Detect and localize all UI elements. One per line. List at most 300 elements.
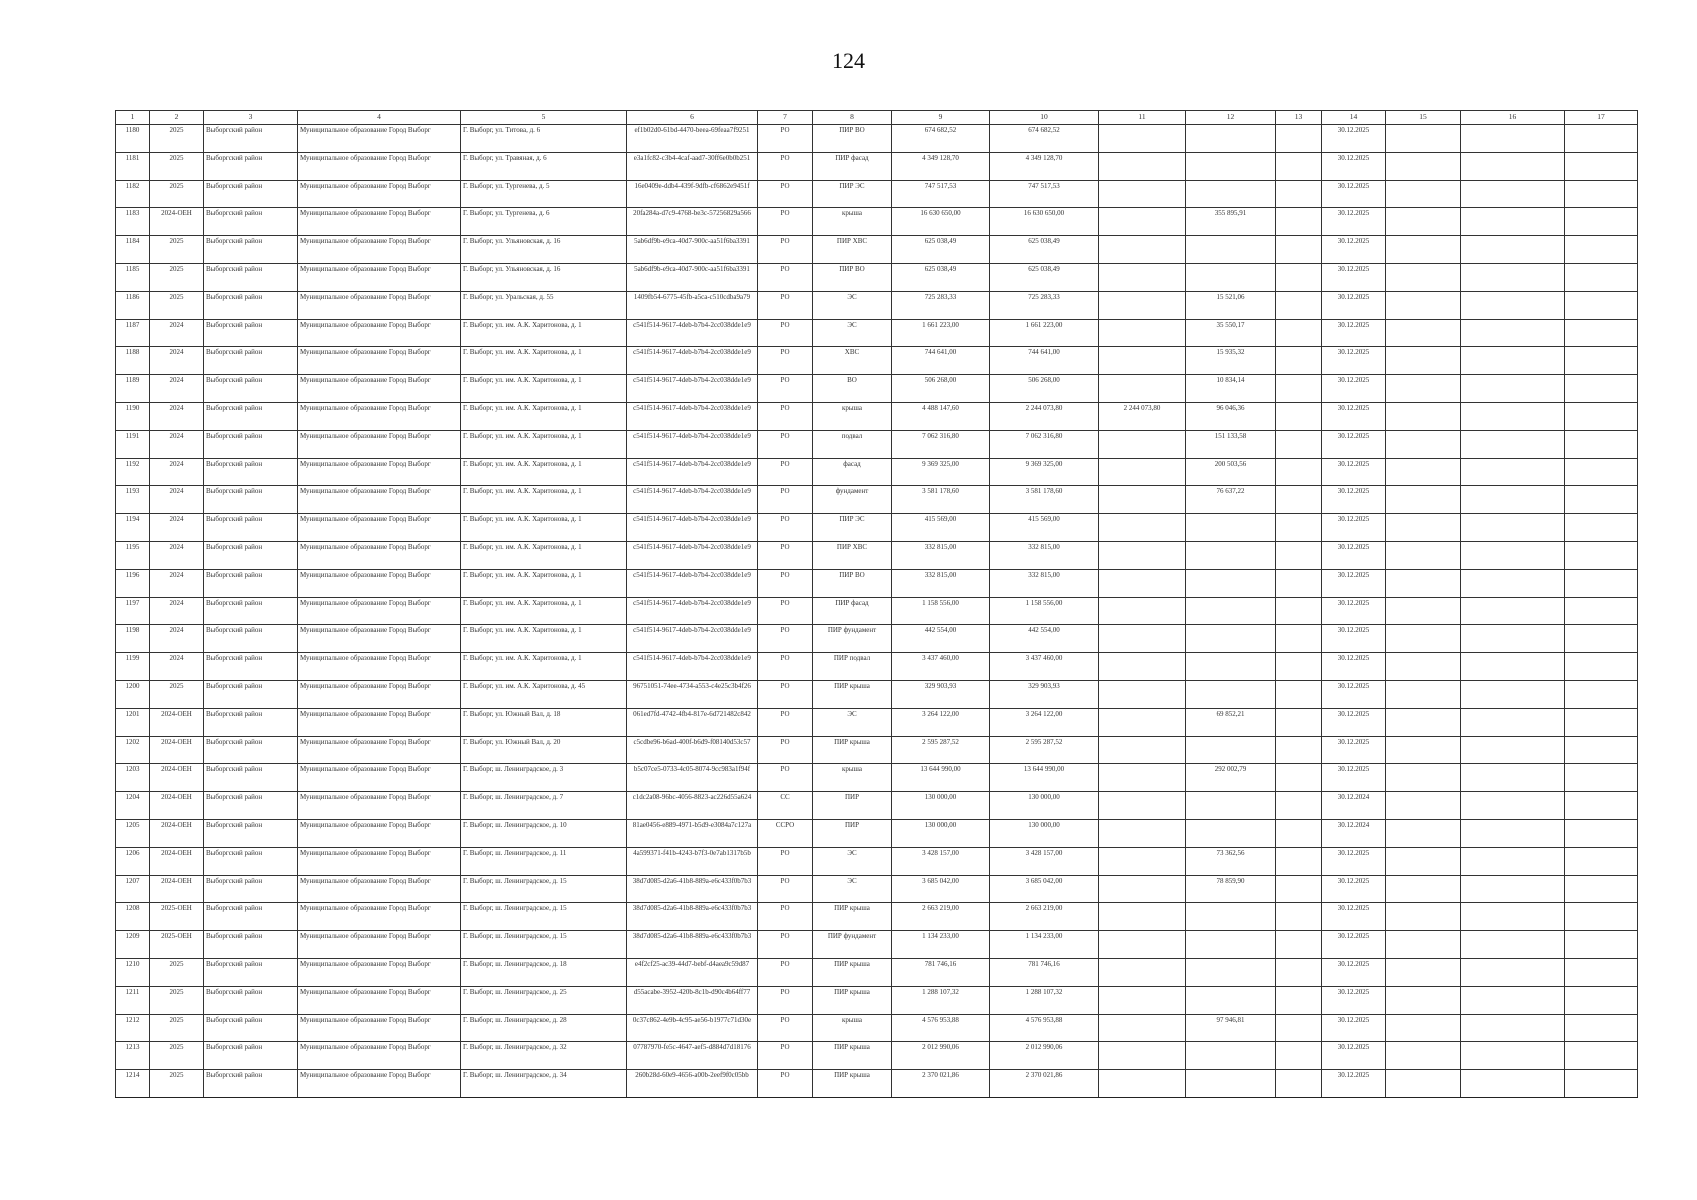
cell-cost-source-a: 1 158 556,00 [990, 597, 1099, 625]
cell-fund-type: РО [758, 152, 813, 180]
cell-house-guid: c541f514-9617-4deb-b7b4-2cc038dde1e9 [627, 569, 758, 597]
cell-total-cost: 674 682,52 [892, 125, 990, 153]
cell-address: Г. Выборг, ул. им. А.К. Харитонова, д. 1 [461, 402, 627, 430]
cell-year: 2024-ОЕН [150, 847, 204, 875]
cell-col-13 [1276, 680, 1322, 708]
cell-col-16 [1461, 764, 1565, 792]
cell-fund-type: РО [758, 208, 813, 236]
cell-cost-source-a: 781 746,16 [990, 958, 1099, 986]
cell-cost-source-b [1099, 958, 1186, 986]
cell-district: Выборгский район [204, 597, 298, 625]
cell-col-17 [1565, 986, 1638, 1014]
cell-cost-source-b [1099, 1042, 1186, 1070]
cell-col-15 [1386, 1014, 1461, 1042]
cell-cost-source-c [1186, 958, 1276, 986]
cell-cost-source-c: 78 859,90 [1186, 875, 1276, 903]
cell-district: Выборгский район [204, 430, 298, 458]
cell-total-cost: 625 038,49 [892, 263, 990, 291]
cell-total-cost: 747 517,53 [892, 180, 990, 208]
cell-work-type: ПИР ХВС [813, 541, 892, 569]
cell-total-cost: 506 268,00 [892, 375, 990, 403]
cell-col-17 [1565, 680, 1638, 708]
cell-house-guid: c541f514-9617-4deb-b7b4-2cc038dde1e9 [627, 653, 758, 681]
cell-house-guid: e4f2cf25-ac39-44d7-bebf-d4aea9c59d87 [627, 958, 758, 986]
cell-work-type: ЭС [813, 291, 892, 319]
cell-address: Г. Выборг, ш. Ленинградское, д. 18 [461, 958, 627, 986]
cell-col-13 [1276, 347, 1322, 375]
cell-cost-source-b [1099, 180, 1186, 208]
cell-municipality: Муниципальное образование Город Выборг [298, 208, 461, 236]
cell-work-type: ПИР подвал [813, 653, 892, 681]
cell-fund-type: РО [758, 291, 813, 319]
cell-row-number: 1203 [116, 764, 150, 792]
cell-deadline: 30.12.2025 [1322, 653, 1386, 681]
cell-address: Г. Выборг, ш. Ленинградское, д. 7 [461, 792, 627, 820]
cell-deadline: 30.12.2025 [1322, 903, 1386, 931]
table-row [116, 347, 1638, 375]
cell-col-13 [1276, 458, 1322, 486]
cell-address: Г. Выборг, ул. Ульяновская, д. 16 [461, 236, 627, 264]
cell-year: 2024-ОЕН [150, 764, 204, 792]
table-row [116, 708, 1638, 736]
cell-col-17 [1565, 597, 1638, 625]
cell-col-16 [1461, 291, 1565, 319]
cell-work-type: ЭС [813, 319, 892, 347]
cell-year: 2024-ОЕН [150, 819, 204, 847]
cell-deadline: 30.12.2025 [1322, 986, 1386, 1014]
cell-deadline: 30.12.2025 [1322, 1070, 1386, 1098]
cell-cost-source-a: 442 554,00 [990, 625, 1099, 653]
cell-cost-source-c: 15 935,32 [1186, 347, 1276, 375]
cell-house-guid: 1409fb54-6775-45fb-a5ca-c510cdba9a79 [627, 291, 758, 319]
cell-col-13 [1276, 708, 1322, 736]
cell-col-16 [1461, 708, 1565, 736]
cell-house-guid: c541f514-9617-4deb-b7b4-2cc038dde1e9 [627, 430, 758, 458]
cell-fund-type: РО [758, 597, 813, 625]
cell-address: Г. Выборг, ул. Тургенева, д. 5 [461, 180, 627, 208]
cell-cost-source-a: 4 576 953,88 [990, 1014, 1099, 1042]
cell-col-17 [1565, 152, 1638, 180]
cell-cost-source-c: 355 895,91 [1186, 208, 1276, 236]
cell-year: 2024 [150, 375, 204, 403]
cell-col-16 [1461, 986, 1565, 1014]
cell-col-15 [1386, 430, 1461, 458]
cell-work-type: ПИР ЭС [813, 180, 892, 208]
cell-fund-type: РО [758, 402, 813, 430]
cell-deadline: 30.12.2025 [1322, 931, 1386, 959]
cell-cost-source-b [1099, 736, 1186, 764]
cell-col-13 [1276, 931, 1322, 959]
cell-district: Выборгский район [204, 125, 298, 153]
cell-house-guid: 5ab6df9b-e9ca-40d7-900c-aa51f6ba3391 [627, 236, 758, 264]
cell-deadline: 30.12.2025 [1322, 208, 1386, 236]
cell-col-13 [1276, 125, 1322, 153]
table-row [116, 1042, 1638, 1070]
cell-cost-source-b [1099, 291, 1186, 319]
cell-col-15 [1386, 291, 1461, 319]
cell-work-type: ВО [813, 375, 892, 403]
cell-row-number: 1202 [116, 736, 150, 764]
cell-cost-source-a: 747 517,53 [990, 180, 1099, 208]
column-header-17: 17 [1565, 111, 1638, 125]
cell-cost-source-a: 506 268,00 [990, 375, 1099, 403]
cell-house-guid: 260b28d-60e9-4656-a00b-2eef9f0c05bb [627, 1070, 758, 1098]
cell-col-13 [1276, 514, 1322, 542]
cell-municipality: Муниципальное образование Город Выборг [298, 458, 461, 486]
cell-col-15 [1386, 263, 1461, 291]
cell-row-number: 1193 [116, 486, 150, 514]
cell-col-13 [1276, 541, 1322, 569]
cell-total-cost: 1 288 107,32 [892, 986, 990, 1014]
cell-work-type: ПИР ВО [813, 263, 892, 291]
cell-fund-type: РО [758, 986, 813, 1014]
cell-house-guid: 5ab6df9b-e9ca-40d7-900c-aa51f6ba3391 [627, 263, 758, 291]
cell-house-guid: 07787970-fe5c-4647-aef5-d884d7d18176 [627, 1042, 758, 1070]
cell-cost-source-c [1186, 569, 1276, 597]
cell-work-type: ПИР крыша [813, 903, 892, 931]
cell-total-cost: 3 437 460,00 [892, 653, 990, 681]
cell-municipality: Муниципальное образование Город Выборг [298, 708, 461, 736]
cell-cost-source-a: 1 134 233,00 [990, 931, 1099, 959]
cell-col-15 [1386, 236, 1461, 264]
cell-year: 2024 [150, 458, 204, 486]
cell-col-15 [1386, 708, 1461, 736]
cell-work-type: ПИР крыша [813, 986, 892, 1014]
cell-district: Выборгский район [204, 819, 298, 847]
cell-district: Выборгский район [204, 569, 298, 597]
cell-total-cost: 9 369 325,00 [892, 458, 990, 486]
cell-address: Г. Выборг, ул. Тургенева, д. 6 [461, 208, 627, 236]
cell-col-13 [1276, 764, 1322, 792]
cell-cost-source-a: 3 437 460,00 [990, 653, 1099, 681]
cell-cost-source-c: 96 046,36 [1186, 402, 1276, 430]
cell-district: Выборгский район [204, 1070, 298, 1098]
cell-municipality: Муниципальное образование Город Выборг [298, 541, 461, 569]
table-row [116, 958, 1638, 986]
cell-work-type: ПИР [813, 819, 892, 847]
cell-address: Г. Выборг, ул. им. А.К. Харитонова, д. 1 [461, 347, 627, 375]
cell-work-type: крыша [813, 764, 892, 792]
cell-row-number: 1207 [116, 875, 150, 903]
cell-municipality: Муниципальное образование Город Выборг [298, 764, 461, 792]
cell-col-17 [1565, 875, 1638, 903]
table-row [116, 291, 1638, 319]
cell-col-15 [1386, 597, 1461, 625]
table-row [116, 458, 1638, 486]
cell-cost-source-b [1099, 1014, 1186, 1042]
cell-total-cost: 3 685 042,00 [892, 875, 990, 903]
cell-cost-source-b [1099, 708, 1186, 736]
cell-year: 2024 [150, 514, 204, 542]
cell-district: Выборгский район [204, 653, 298, 681]
cell-col-17 [1565, 931, 1638, 959]
cell-col-15 [1386, 986, 1461, 1014]
cell-total-cost: 130 000,00 [892, 792, 990, 820]
cell-district: Выборгский район [204, 375, 298, 403]
cell-work-type: ЭС [813, 875, 892, 903]
cell-total-cost: 7 062 316,80 [892, 430, 990, 458]
cell-fund-type: РО [758, 1014, 813, 1042]
cell-fund-type: РО [758, 347, 813, 375]
cell-cost-source-c [1186, 792, 1276, 820]
cell-col-15 [1386, 764, 1461, 792]
cell-col-16 [1461, 458, 1565, 486]
table-row [116, 1014, 1638, 1042]
cell-row-number: 1204 [116, 792, 150, 820]
column-header-3: 3 [204, 111, 298, 125]
cell-total-cost: 625 038,49 [892, 236, 990, 264]
cell-work-type: ПИР ВО [813, 569, 892, 597]
cell-col-17 [1565, 541, 1638, 569]
cell-year: 2024-ОЕН [150, 736, 204, 764]
cell-house-guid: ef1b02d0-61bd-4470-beea-69feaa7f9251 [627, 125, 758, 153]
cell-district: Выборгский район [204, 986, 298, 1014]
cell-fund-type: РО [758, 236, 813, 264]
cell-cost-source-a: 7 062 316,80 [990, 430, 1099, 458]
cell-deadline: 30.12.2025 [1322, 541, 1386, 569]
cell-row-number: 1213 [116, 1042, 150, 1070]
cell-district: Выборгский район [204, 1042, 298, 1070]
cell-cost-source-b [1099, 653, 1186, 681]
cell-col-15 [1386, 514, 1461, 542]
cell-deadline: 30.12.2025 [1322, 319, 1386, 347]
cell-total-cost: 2 370 021,86 [892, 1070, 990, 1098]
cell-cost-source-c: 73 362,56 [1186, 847, 1276, 875]
table-row [116, 180, 1638, 208]
cell-cost-source-a: 1 661 223,00 [990, 319, 1099, 347]
cell-col-16 [1461, 541, 1565, 569]
cell-col-13 [1276, 263, 1322, 291]
cell-house-guid: 20fa284a-d7c9-4768-be3c-57256829a566 [627, 208, 758, 236]
cell-col-15 [1386, 931, 1461, 959]
cell-municipality: Муниципальное образование Город Выборг [298, 263, 461, 291]
cell-cost-source-a: 415 569,00 [990, 514, 1099, 542]
cell-cost-source-b [1099, 514, 1186, 542]
cell-cost-source-b [1099, 236, 1186, 264]
cell-fund-type: РО [758, 569, 813, 597]
cell-municipality: Муниципальное образование Город Выборг [298, 986, 461, 1014]
cell-year: 2025 [150, 291, 204, 319]
cell-district: Выборгский район [204, 903, 298, 931]
cell-col-13 [1276, 1014, 1322, 1042]
cell-district: Выборгский район [204, 180, 298, 208]
cell-district: Выборгский район [204, 931, 298, 959]
cell-cost-source-c: 200 503,56 [1186, 458, 1276, 486]
cell-cost-source-c [1186, 931, 1276, 959]
cell-fund-type: РО [758, 263, 813, 291]
cell-col-15 [1386, 819, 1461, 847]
cell-year: 2024 [150, 597, 204, 625]
cell-district: Выборгский район [204, 625, 298, 653]
cell-row-number: 1183 [116, 208, 150, 236]
cell-work-type: ХВС [813, 347, 892, 375]
cell-total-cost: 332 815,00 [892, 569, 990, 597]
cell-work-type: ПИР крыша [813, 1070, 892, 1098]
cell-address: Г. Выборг, ш. Ленинградское, д. 10 [461, 819, 627, 847]
cell-col-16 [1461, 903, 1565, 931]
cell-row-number: 1181 [116, 152, 150, 180]
cell-address: Г. Выборг, ул. им. А.К. Харитонова, д. 1 [461, 597, 627, 625]
cell-col-17 [1565, 625, 1638, 653]
cell-work-type: крыша [813, 402, 892, 430]
cell-fund-type: РО [758, 1042, 813, 1070]
cell-fund-type: РО [758, 430, 813, 458]
column-header-6: 6 [627, 111, 758, 125]
cell-deadline: 30.12.2025 [1322, 263, 1386, 291]
cell-row-number: 1199 [116, 653, 150, 681]
column-header-10: 10 [990, 111, 1099, 125]
cell-col-16 [1461, 653, 1565, 681]
cell-district: Выборгский район [204, 958, 298, 986]
cell-col-13 [1276, 152, 1322, 180]
cell-row-number: 1198 [116, 625, 150, 653]
cell-col-17 [1565, 263, 1638, 291]
cell-row-number: 1191 [116, 430, 150, 458]
cell-work-type: крыша [813, 1014, 892, 1042]
cell-house-guid: 38d7d085-d2a6-41b8-889a-e6c433f0b7b3 [627, 875, 758, 903]
cell-cost-source-c: 15 521,06 [1186, 291, 1276, 319]
cell-row-number: 1190 [116, 402, 150, 430]
cell-col-15 [1386, 1070, 1461, 1098]
cell-col-15 [1386, 319, 1461, 347]
cell-cost-source-c: 292 002,79 [1186, 764, 1276, 792]
cell-col-16 [1461, 958, 1565, 986]
cell-house-guid: c541f514-9617-4deb-b7b4-2cc038dde1e9 [627, 375, 758, 403]
cell-col-13 [1276, 625, 1322, 653]
cell-row-number: 1210 [116, 958, 150, 986]
cell-fund-type: СС [758, 792, 813, 820]
cell-cost-source-c [1186, 819, 1276, 847]
cell-cost-source-c [1186, 236, 1276, 264]
table-row [116, 903, 1638, 931]
cell-row-number: 1184 [116, 236, 150, 264]
cell-row-number: 1208 [116, 903, 150, 931]
cell-work-type: ПИР крыша [813, 680, 892, 708]
cell-col-13 [1276, 875, 1322, 903]
cell-col-13 [1276, 736, 1322, 764]
cell-cost-source-c [1186, 1070, 1276, 1098]
cell-municipality: Муниципальное образование Город Выборг [298, 486, 461, 514]
cell-district: Выборгский район [204, 541, 298, 569]
table-row [116, 597, 1638, 625]
cell-year: 2024-ОЕН [150, 875, 204, 903]
cell-col-16 [1461, 514, 1565, 542]
cell-work-type: фасад [813, 458, 892, 486]
cell-municipality: Муниципальное образование Город Выборг [298, 125, 461, 153]
cell-col-16 [1461, 625, 1565, 653]
cell-year: 2025 [150, 125, 204, 153]
cell-year: 2025 [150, 1014, 204, 1042]
cell-fund-type: РО [758, 847, 813, 875]
cell-row-number: 1180 [116, 125, 150, 153]
cell-house-guid: 0c37c862-4e9b-4c95-ae56-b1977c71d30e [627, 1014, 758, 1042]
cell-col-13 [1276, 792, 1322, 820]
cell-col-16 [1461, 847, 1565, 875]
cell-municipality: Муниципальное образование Город Выборг [298, 319, 461, 347]
cell-municipality: Муниципальное образование Город Выборг [298, 569, 461, 597]
cell-col-16 [1461, 402, 1565, 430]
table-body [116, 125, 1638, 1098]
cell-cost-source-b [1099, 680, 1186, 708]
cell-total-cost: 4 349 128,70 [892, 152, 990, 180]
table-row [116, 402, 1638, 430]
cell-col-13 [1276, 291, 1322, 319]
cell-district: Выборгский район [204, 486, 298, 514]
column-header-13: 13 [1276, 111, 1322, 125]
cell-col-13 [1276, 903, 1322, 931]
cell-cost-source-a: 2 370 021,86 [990, 1070, 1099, 1098]
cell-municipality: Муниципальное образование Город Выборг [298, 958, 461, 986]
column-header-7: 7 [758, 111, 813, 125]
cell-year: 2024 [150, 430, 204, 458]
table-row [116, 819, 1638, 847]
cell-address: Г. Выборг, ш. Ленинградское, д. 34 [461, 1070, 627, 1098]
cell-col-13 [1276, 653, 1322, 681]
cell-house-guid: c541f514-9617-4deb-b7b4-2cc038dde1e9 [627, 486, 758, 514]
cell-col-13 [1276, 847, 1322, 875]
column-header-14: 14 [1322, 111, 1386, 125]
cell-address: Г. Выборг, ш. Ленинградское, д. 32 [461, 1042, 627, 1070]
cell-work-type: ПИР фундамент [813, 625, 892, 653]
table-row [116, 263, 1638, 291]
cell-col-13 [1276, 486, 1322, 514]
cell-fund-type: РО [758, 486, 813, 514]
cell-total-cost: 1 134 233,00 [892, 931, 990, 959]
cell-work-type: ПИР фасад [813, 597, 892, 625]
cell-col-16 [1461, 125, 1565, 153]
cell-cost-source-b [1099, 486, 1186, 514]
cell-year: 2024 [150, 402, 204, 430]
cell-district: Выборгский район [204, 736, 298, 764]
cell-year: 2025 [150, 236, 204, 264]
table-row [116, 319, 1638, 347]
cell-house-guid: c541f514-9617-4deb-b7b4-2cc038dde1e9 [627, 319, 758, 347]
cell-col-13 [1276, 180, 1322, 208]
cell-year: 2025 [150, 986, 204, 1014]
cell-col-13 [1276, 402, 1322, 430]
cell-work-type: ПИР фундамент [813, 931, 892, 959]
cell-col-17 [1565, 375, 1638, 403]
cell-col-15 [1386, 792, 1461, 820]
cell-house-guid: c541f514-9617-4deb-b7b4-2cc038dde1e9 [627, 541, 758, 569]
cell-work-type: ПИР [813, 792, 892, 820]
table-row [116, 625, 1638, 653]
table-row [116, 764, 1638, 792]
table-row [116, 152, 1638, 180]
cell-work-type: ПИР крыша [813, 1042, 892, 1070]
cell-deadline: 30.12.2025 [1322, 680, 1386, 708]
cell-col-16 [1461, 375, 1565, 403]
cell-municipality: Муниципальное образование Город Выборг [298, 236, 461, 264]
cell-col-15 [1386, 125, 1461, 153]
cell-house-guid: c541f514-9617-4deb-b7b4-2cc038dde1e9 [627, 347, 758, 375]
cell-year: 2024 [150, 569, 204, 597]
cell-cost-source-c: 97 946,81 [1186, 1014, 1276, 1042]
cell-deadline: 30.12.2025 [1322, 486, 1386, 514]
cell-house-guid: 16e0409e-ddb4-439f-9dfb-cf6862e9451f [627, 180, 758, 208]
cell-year: 2024 [150, 541, 204, 569]
cell-col-13 [1276, 1042, 1322, 1070]
cell-total-cost: 4 576 953,88 [892, 1014, 990, 1042]
cell-row-number: 1182 [116, 180, 150, 208]
cell-cost-source-b [1099, 152, 1186, 180]
cell-total-cost: 329 903,93 [892, 680, 990, 708]
cell-deadline: 30.12.2025 [1322, 430, 1386, 458]
cell-col-16 [1461, 236, 1565, 264]
cell-work-type: ЭС [813, 708, 892, 736]
cell-col-13 [1276, 430, 1322, 458]
cell-cost-source-a: 130 000,00 [990, 819, 1099, 847]
